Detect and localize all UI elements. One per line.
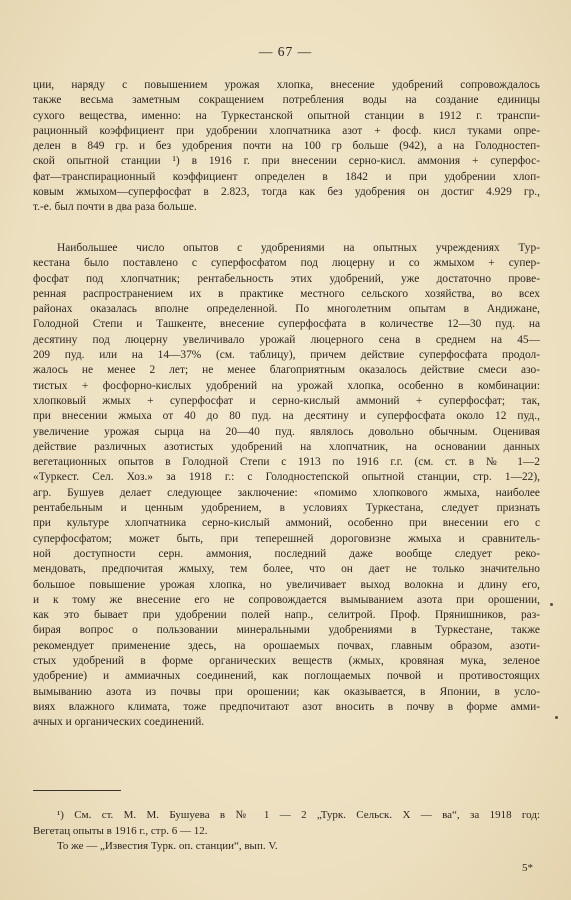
text-line: как это бывает при удобрении полей напр., селитрой. Проф. Прянишников, раз- (33, 609, 540, 622)
text-line: бирая вопрос о пользовании минеральными удобрениями в Туркестане, также (33, 624, 540, 637)
text-line: кестана было поставлено с суперфосфатом под люцерну и со жмыхом + супер- (33, 257, 540, 270)
text-line: вегетационных опытов в Голодной Степи с 1913 по 1916 г.г. (см. ст. в № 1—2 (33, 456, 540, 469)
text-line: вымыванию азота из почвы при орошении; как оказывается, в Японии, в усло- (33, 685, 540, 698)
text-line: при культуре хлопчатника серно-кислый аммоний, особенно при внесении его с (33, 517, 540, 530)
text-line: Голодной Степи и Ташкенте, внесение суперфосфата в количестве 12—30 пуд. на (33, 318, 540, 331)
text-line: также весьма заметным сокращением потребления воды на создание единицы (33, 94, 540, 107)
text-line: ковым жмыхом—суперфосфат в 2.823, тогда как без удобрения он достиг 4.929 гр., (33, 186, 540, 199)
page-number: — 67 — (258, 44, 313, 59)
footnote (33, 808, 540, 855)
text-line: фат—транспирационный коэффициент определен в 1842 и при удобрении хлоп- (33, 170, 540, 183)
ink-speck (555, 716, 558, 719)
footnote-line: Вегетац опыты в 1916 г., стр. 6 — 12. (33, 824, 208, 837)
footnote-line: ¹) См. ст. М. М. Бушуева в № 1 — 2 „Турк. Сельск. Х — ва“, за 1918 год: (57, 809, 540, 821)
text-line: виях влажного климата, тоже предпочитают азот вносить в почву в форме амми- (33, 700, 540, 713)
text-line: стых удобрений в форме органических веществ (жмых, кровяная мука, зеленое (33, 655, 540, 668)
text-line: рекомендует применение здесь, на орошаемых почвах, главным образом, азоти- (33, 639, 540, 652)
text-line: большое повышение урожая хлопка, но увеличивает выход волокна и длину его, (33, 578, 540, 591)
text-line: агр. Бушуев делает следующее заключение: «помимо хлопкового жмыха, наиболее (33, 486, 540, 499)
text-line: рентабельным и ценным удобрением, в условиях Туркестана, следует признать (33, 502, 540, 515)
text-line: делен в 849 гр. и без удобрения почти на 100 гр больше (942), а на Голодностеп- (33, 140, 540, 153)
text-line: 209 пуд. или на 14—37% (см. таблицу), причем действие суперфосфата продол- (33, 349, 540, 362)
text-line: хлопковый жмых + суперфосфат и серно-кислый аммоний + суперфосфат; так, (33, 394, 540, 407)
footnote-line: То же — „Известия Турк. оп. станции“, вып. V. (57, 840, 278, 852)
text-line: т.-е. был почти в два раза больше. (33, 201, 197, 214)
text-line: ренная распространением их в практике местного сельского хозяйства, во всех (33, 287, 540, 300)
text-line: районах оказалась вполне определенной. По многолетним опытам в Андижане, (33, 303, 540, 316)
text-line: мендовать, предпочитая жмыху, тем более, что он дает не только значительно (33, 563, 540, 576)
ink-speck (550, 603, 553, 606)
text-line: удобрение) и аммиачных соединений, как поглощаемых почвой и противостоящих (33, 670, 540, 683)
text-line: при внесении жмыха от 40 до 80 пуд. на десятину и суперфосфата около 12 пуд., (33, 410, 540, 423)
paragraph-2 (33, 241, 540, 731)
paragraph-1 (33, 78, 540, 216)
text-line: увеличение урожая сырца на 20—40 пуд. являлось довольно обычным. Оценивая (33, 425, 540, 438)
text-line: Наибольшее число опытов с удобрениями на опытных учреждениях Тур- (57, 242, 540, 254)
text-line: жалось не менее 2 лет; не менее благоприятным оказалось действие смеси азо- (33, 364, 540, 377)
text-line: ной доступности серн. аммония, последний даже вообще следует реко- (33, 547, 540, 560)
text-line: сухого вещества, именно: на Туркестанской опытной станции в 1912 г. транспи- (33, 109, 540, 122)
text-line: ской опытной станции ¹) в 1916 г. при внесении серно-кисл. аммония + суперфос- (33, 155, 540, 168)
text-line: суперфосфатом; может быть, при теперешней дороговизне жмыха и сравнитель- (33, 532, 540, 545)
text-line: действие различных азотистых удобрений на хлопчатник, на основании данных (33, 440, 540, 453)
text-line: тистых + фосфорно-кислых удобрений на урожай хлопка, особенно в комбинации: (33, 379, 540, 392)
footnote-divider (33, 790, 121, 791)
text-line: рационный коэффициент при удобрении хлопчатника азот + фосф. кисл туками опре- (33, 124, 540, 137)
text-line: фосфат под хлопчатник; рентабельность этих удобрений, уже достаточно прове- (33, 272, 540, 285)
text-line: и к тому же внесение его не сопровождается вымыванием азота при орошении, (33, 593, 540, 606)
text-line: ачных и органических соединений. (33, 716, 205, 729)
signature-mark: 5* (522, 862, 533, 874)
text-line: десятину под люцерну увеличивало урожай люцерного сена в среднем на 45— (33, 333, 540, 346)
text-line: ции, наряду с повышением урожая хлопка, внесение удобрений сопровождалось (33, 79, 540, 91)
text-line: «Туркест. Сел. Хоз.» за 1918 г.: с Голодностепской опытной станции, стр. 1—22), (33, 471, 540, 484)
